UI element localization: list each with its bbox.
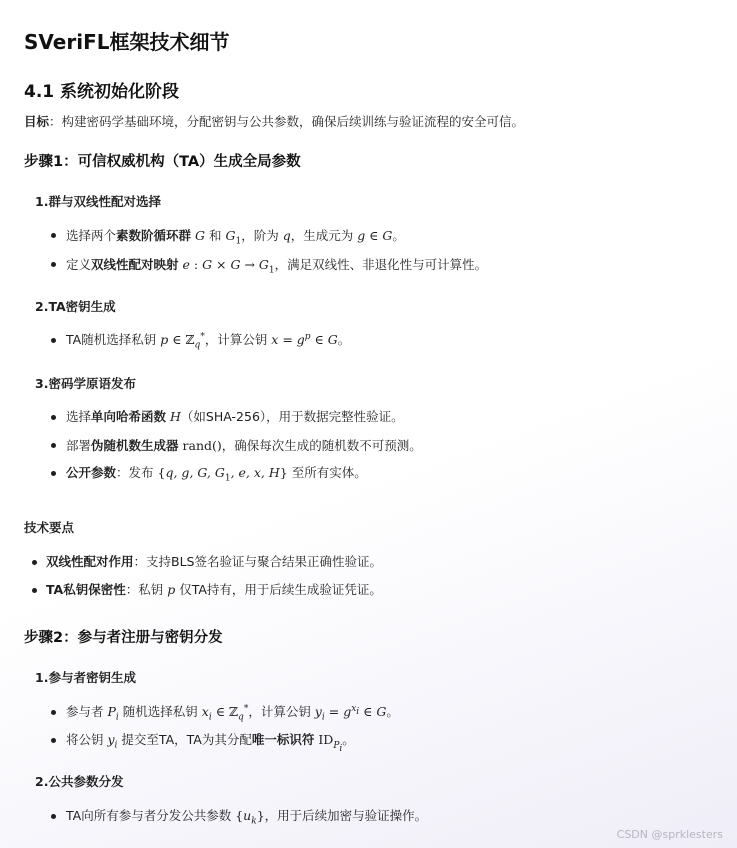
math-H: H <box>170 409 181 424</box>
math-private-key: p ∈ ℤ$_q$* <box>160 331 205 351</box>
step2-item2-title: 2.公共参数分发 <box>35 774 124 789</box>
math-yi-2: $y_i$ <box>107 732 118 751</box>
list-item: 选择单向哈希函数 H（如SHA-256），用于数据完整性验证。 <box>66 409 404 424</box>
step2-heading: 步骤2：参与者注册与密钥分发 <box>24 630 223 646</box>
goal-text: ：构建密码学基础环境，分配密钥与公共参数，确保后续训练与验证流程的安全可信。 <box>49 114 525 129</box>
math-G1: $G_1$ <box>225 228 242 247</box>
bullet-dot <box>51 471 56 476</box>
math-rand: rand() <box>182 438 222 453</box>
math-yi: $y_i = g^{x_i}$ ∈ G <box>314 703 387 723</box>
section-heading: 4.1 系统初始化阶段 <box>24 82 180 102</box>
math-uk: $\{u_k\}$ <box>235 808 265 827</box>
list-item: 定义双线性配对映射 e : $G \times G \to G_1$，满足双线性、非退化性与可计算性。 <box>66 257 488 276</box>
math-xi: $x_i$ ∈ ℤ$_q$* <box>201 703 249 723</box>
step1-item3-title: 3.密码学原语发布 <box>35 376 136 391</box>
list-item: 公开参数：发布 {q, g, G, $G_1$, e, x, H} 至所有实体。 <box>66 465 367 484</box>
bullet-dot <box>51 738 56 743</box>
bullet-dot <box>51 415 56 420</box>
list-item: TA私钥保密性：私钥 p 仅TA持有，用于后续生成验证凭证。 <box>46 582 382 597</box>
page-title: SVeriFL框架技术细节 <box>24 30 230 54</box>
step1-heading: 步骤1：可信权威机构（TA）生成全局参数 <box>24 154 301 170</box>
step2-item1-title: 1.参与者密钥生成 <box>35 670 136 685</box>
watermark: CSDN @sprklesters <box>616 828 723 841</box>
list-item: 双线性配对作用：支持BLS签名验证与聚合结果正确性验证。 <box>46 554 382 569</box>
list-item: 将公钥 $y_i$ 提交至TA，TA为其分配唯一标识符 $ID_{P_i}$。 <box>66 732 355 754</box>
list-item: 部署伪随机数生成器 rand()，确保每次生成的随机数不可预测。 <box>66 438 422 453</box>
bullet-dot <box>51 338 56 343</box>
bullet-dot <box>51 443 56 448</box>
step1-item1-title: 1.群与双线性配对选择 <box>35 194 161 209</box>
list-item: TA向所有参与者分发公共参数 $\{u_k\}$，用于后续加密与验证操作。 <box>66 808 428 827</box>
list-item: 选择两个素数阶循环群 G 和 $G_1$，阶为 q，生成元为 g ∈ G。 <box>66 228 405 247</box>
math-pairing: e : $G \times G \to G_1$ <box>182 257 275 276</box>
math-params: {q, g, G, $G_1$, e, x, H} <box>157 465 288 484</box>
math-q: q <box>282 228 291 243</box>
key-points-heading: 技术要点 <box>24 520 75 535</box>
bullet-dot <box>32 560 37 565</box>
math-Pi: $P_i$ <box>107 704 119 723</box>
bullet-dot <box>51 814 56 819</box>
list-item: TA随机选择私钥 p ∈ ℤ$_q$*，计算公钥 $x = g^p$ ∈ G。 <box>66 331 351 351</box>
math-public-key: $x = g^p$ ∈ G <box>271 331 338 347</box>
math-p: p <box>167 582 176 597</box>
step1-item2-title: 2.TA密钥生成 <box>35 299 116 314</box>
math-G: G <box>195 228 206 243</box>
bullet-dot <box>51 710 56 715</box>
bullet-dot <box>32 588 37 593</box>
math-g-in-G: g ∈ G <box>357 228 393 243</box>
math-id: $ID_{P_i}$ <box>318 732 343 754</box>
goal-label: 目标 <box>24 114 50 129</box>
bullet-dot <box>51 262 56 267</box>
list-item: 参与者 $P_i$ 随机选择私钥 $x_i$ ∈ ℤ$_q$*，计算公钥 $y_i = g^{x_i}$ ∈ G。 <box>66 703 399 723</box>
goal-paragraph <box>24 112 524 130</box>
bullet-dot <box>51 233 56 238</box>
